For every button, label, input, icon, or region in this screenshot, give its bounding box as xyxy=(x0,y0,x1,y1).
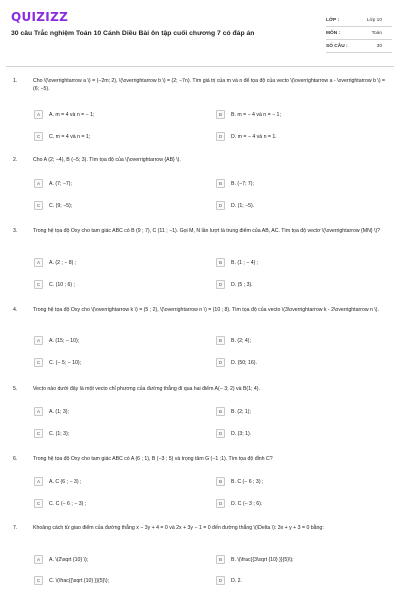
question-text: Trong hệ tọa độ Oxy cho \(\overrightarrow k \) = (5 ; 2), \(\overrightarrow n \) = (10 ; 8). Tìm tọa độ của vecto \(3\overrightarrow k - 2\overrightarrow n \). xyxy=(33,307,379,313)
option-text: B. m = − 4 và n = − 1; xyxy=(231,111,281,118)
question-text: Trong hệ tọa độ Oxy cho tam giác ABC có A (6 ; 1), B (−3 ; 5) và trọng tâm G (−1 ;1). Tìm tọa độ đỉnh C? xyxy=(33,456,273,462)
option-letter-box: A xyxy=(34,110,43,119)
question-number: 4. xyxy=(13,307,18,313)
option-a[interactable] xyxy=(34,335,79,346)
option-c[interactable] xyxy=(34,575,109,586)
option-letter-box: B xyxy=(216,407,225,416)
option-letter-box: C xyxy=(34,499,43,508)
option-letter-box: D xyxy=(216,429,225,438)
option-letter-box: A xyxy=(34,179,43,188)
option-letter-box: B xyxy=(216,110,225,119)
option-letter-box: A xyxy=(34,407,43,416)
option-letter-box: D xyxy=(216,201,225,210)
option-text: B. (2; 4); xyxy=(231,337,251,344)
option-text: C. \(\frac{{\sqrt {10} }}{5}\); xyxy=(49,577,109,584)
meta-row-subject xyxy=(326,27,392,40)
meta-table xyxy=(326,14,392,53)
option-b[interactable] xyxy=(216,257,258,268)
option-c[interactable] xyxy=(34,357,81,368)
option-text: C. (− 5; − 10); xyxy=(49,359,82,366)
meta-key: SỐ CÂU : xyxy=(326,43,348,49)
option-text: B. (1 ; − 4) ; xyxy=(231,259,259,266)
option-letter-box: D xyxy=(216,576,225,585)
question-number: 6. xyxy=(13,456,18,462)
option-letter-box: C xyxy=(34,201,43,210)
option-d[interactable] xyxy=(216,131,277,142)
question-number: 5. xyxy=(13,386,18,392)
option-letter-box: B xyxy=(216,555,225,564)
meta-key: MÔN : xyxy=(326,30,341,36)
option-b[interactable] xyxy=(216,554,294,565)
option-d[interactable] xyxy=(216,279,253,290)
option-letter-box: A xyxy=(34,555,43,564)
option-letter-box: D xyxy=(216,132,225,141)
option-a[interactable] xyxy=(34,178,72,189)
option-a[interactable] xyxy=(34,257,76,268)
option-text: A. (1; 3); xyxy=(49,408,69,415)
question-text: Cho \(\overrightarrow a \) = (−2m; 2), \(\overrightarrow b \) = (2; −7n). Tìm giá trị của m và n để tọa độ của vecto \(\overrightarrow a - \overrightarrow b \) = (6; −5). xyxy=(33,78,386,92)
option-letter-box: B xyxy=(216,258,225,267)
meta-value: 30 xyxy=(376,43,382,49)
question-text: Trong hệ tọa độ Oxy cho tam giác ABC có B (9 ; 7), C (11 ; −1). Gọi M, N lần lượt là trung điểm của AB, AC. Tìm tọa độ vectơ \(\overrightarrow {MN} \)? xyxy=(33,228,381,234)
question-number: 3. xyxy=(13,228,18,234)
option-b[interactable] xyxy=(216,476,263,487)
option-a[interactable] xyxy=(34,476,81,487)
option-text: A. C (6 ; − 3) ; xyxy=(49,478,82,485)
option-b[interactable] xyxy=(216,335,251,346)
meta-row-question-count xyxy=(326,40,392,53)
option-b[interactable] xyxy=(216,109,281,120)
option-c[interactable] xyxy=(34,498,86,509)
option-letter-box: A xyxy=(34,336,43,345)
meta-value: Lớp 10 xyxy=(366,17,382,23)
question-number: 7. xyxy=(13,525,18,531)
option-c[interactable] xyxy=(34,131,90,142)
option-c[interactable] xyxy=(34,428,69,439)
option-text: C. (9; −5); xyxy=(49,202,73,209)
option-letter-box: B xyxy=(216,336,225,345)
option-d[interactable] xyxy=(216,498,262,509)
document-header xyxy=(0,0,400,66)
option-letter-box: C xyxy=(34,280,43,289)
option-letter-box: C xyxy=(34,576,43,585)
meta-row-class xyxy=(326,14,392,27)
option-text: C. C (− 6 ; − 3) ; xyxy=(49,500,87,507)
meta-key: LỚP : xyxy=(326,17,340,23)
option-text: A. (2 ; − 8) ; xyxy=(49,259,77,266)
option-letter-box: C xyxy=(34,358,43,367)
option-b[interactable] xyxy=(216,406,251,417)
option-text: D. (1; −5). xyxy=(231,202,255,209)
option-d[interactable] xyxy=(216,575,242,586)
option-text: A. m = 4 và n = − 1; xyxy=(49,111,95,118)
option-b[interactable] xyxy=(216,178,254,189)
option-letter-box: A xyxy=(34,258,43,267)
option-text: B. \(\frac{{3\sqrt {10} }}{5}\); xyxy=(231,556,294,563)
option-letter-box: D xyxy=(216,280,225,289)
option-text: A. \(2\sqrt {10} \); xyxy=(49,556,89,563)
option-d[interactable] xyxy=(216,428,251,439)
option-text: A. (15; − 10); xyxy=(49,337,80,344)
option-letter-box: B xyxy=(216,477,225,486)
option-text: D. (50; 16). xyxy=(231,359,257,366)
option-a[interactable] xyxy=(34,109,94,120)
option-text: B. C (− 6 ; 3) ; xyxy=(231,478,264,485)
option-text: C. m = 4 và n = 1; xyxy=(49,133,91,140)
option-letter-box: A xyxy=(34,477,43,486)
option-text: D. (3; 1). xyxy=(231,430,252,437)
option-text: B. (2; 1); xyxy=(231,408,251,415)
option-letter-box: C xyxy=(34,132,43,141)
question-text: Cho A (2; −4), B (−5; 3). Tìm tọa độ của \(\overrightarrow {AB} \). xyxy=(33,157,181,163)
option-c[interactable] xyxy=(34,279,75,290)
option-a[interactable] xyxy=(34,554,88,565)
option-text: D. m = − 4 và n = 1. xyxy=(231,133,277,140)
option-c[interactable] xyxy=(34,200,72,211)
option-text: D. (5 ; 3). xyxy=(231,281,253,288)
quizizz-logo: QUIZIZZ xyxy=(11,10,69,24)
question-number: 2. xyxy=(13,157,18,163)
option-d[interactable] xyxy=(216,200,254,211)
meta-value: Toán xyxy=(371,30,382,36)
question-number: 1. xyxy=(13,78,18,84)
header-divider xyxy=(6,66,394,67)
question-text: Khoảng cách từ giao điểm của đường thẳng x − 3y + 4 = 0 và 2x + 3y − 1 = 0 đến đường thẳng \(\Delta \): 3x + y + 3 = 0 bằng: xyxy=(33,525,324,531)
document-title: 30 câu Trắc nghiệm Toán 10 Cánh Diều Bài ôn tập cuối chương 7 có đáp án xyxy=(11,30,255,37)
option-text: B. (−7; 7); xyxy=(231,180,254,187)
option-text: C. (10 ; 6) ; xyxy=(49,281,75,288)
option-text: C. (1; 3); xyxy=(49,430,70,437)
option-text: A. (7; −7); xyxy=(49,180,72,187)
option-letter-box: C xyxy=(34,429,43,438)
option-letter-box: B xyxy=(216,179,225,188)
option-d[interactable] xyxy=(216,357,257,368)
option-text: D. C (− 3 ; 6). xyxy=(231,500,263,507)
option-letter-box: D xyxy=(216,358,225,367)
option-a[interactable] xyxy=(34,406,69,417)
question-text: Vecto nào dưới đây là một vecto chỉ phương của đường thẳng đi qua hai điểm A(− 3; 2) và B(1; 4). xyxy=(33,386,260,392)
option-letter-box: D xyxy=(216,499,225,508)
option-text: D. 2. xyxy=(231,577,242,584)
